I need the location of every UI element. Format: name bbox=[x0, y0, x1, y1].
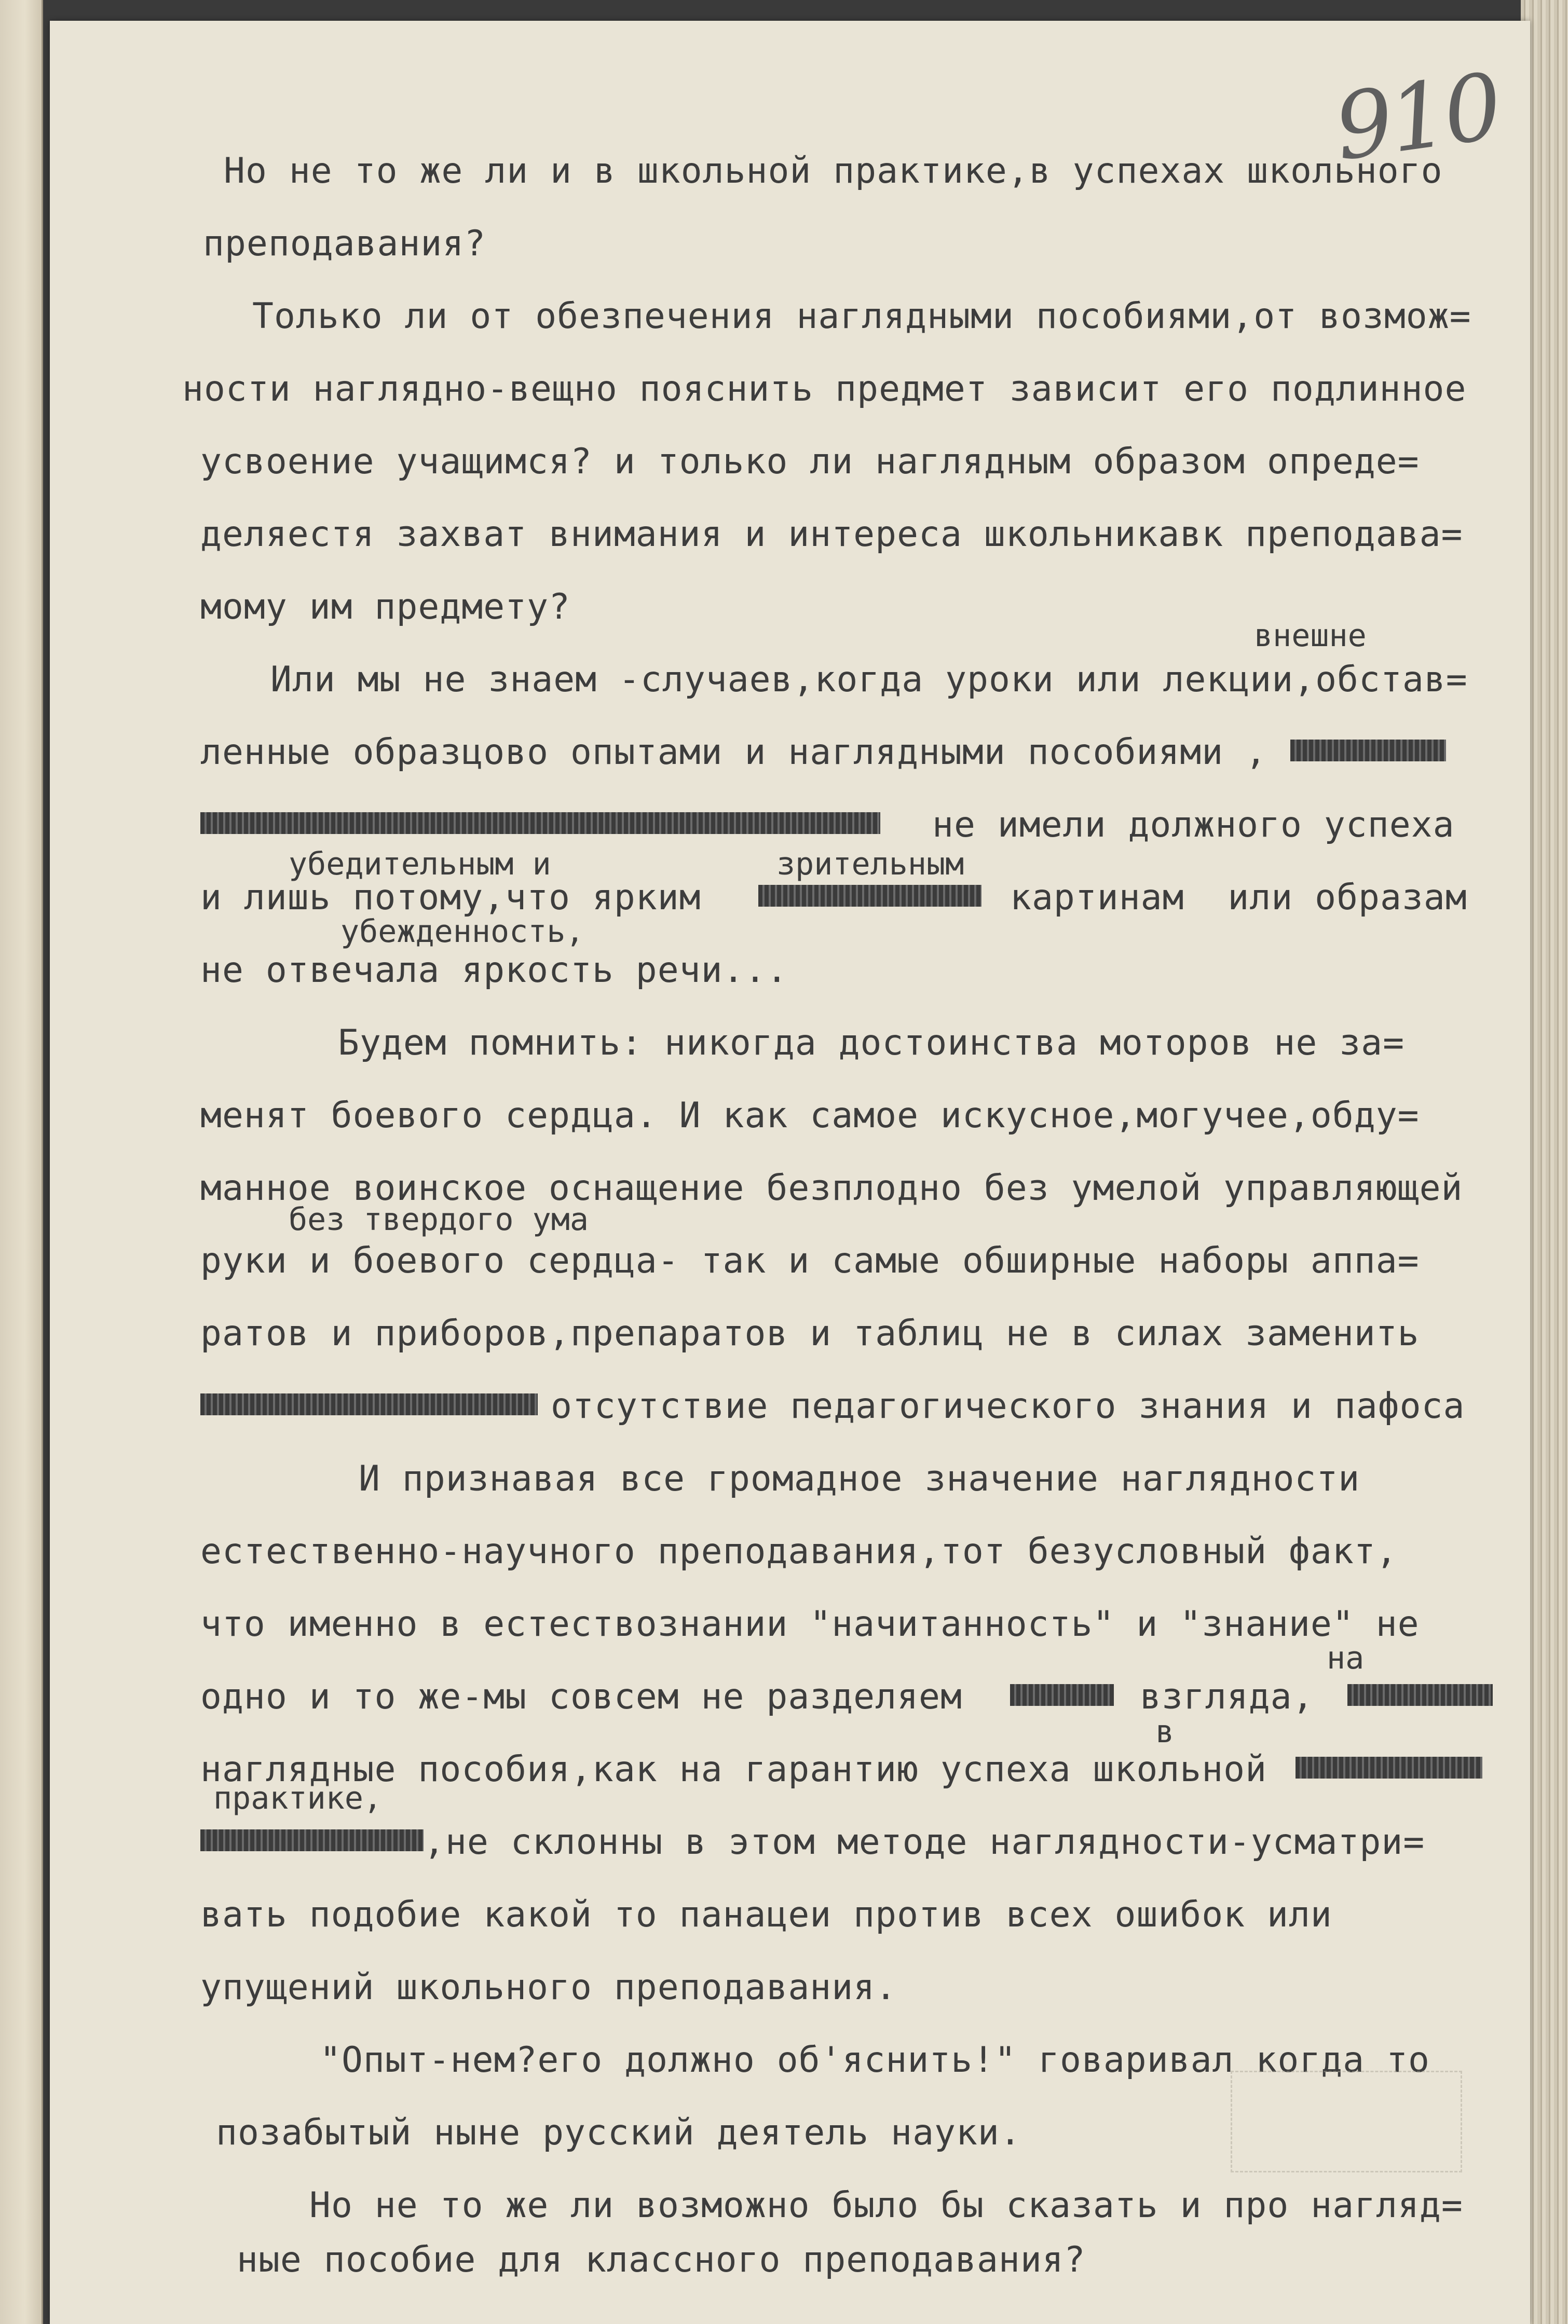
text-line: деляестя захват внимания и интереса школьникавк преподава= bbox=[200, 514, 1463, 555]
archive-stamp bbox=[1231, 2071, 1462, 2172]
text-line: Только ли от обезпечения наглядными пособиями,от возмож= bbox=[252, 296, 1471, 337]
text-line: и лишь потому,что ярким bbox=[200, 877, 701, 918]
struck-out-text bbox=[200, 1393, 538, 1415]
handwritten-insertion: на bbox=[1327, 1640, 1365, 1676]
text-line: Будем помнить: никогда достоинства моторов не за= bbox=[338, 1022, 1405, 1063]
handwritten-insertion: внешне bbox=[1254, 618, 1367, 654]
text-line: Или мы не знаем -случаев,когда уроки или лекции,обстав= bbox=[270, 659, 1468, 700]
text-line: ленные образцово опытами и наглядными пособиями , bbox=[200, 732, 1267, 773]
text-line: Но не то же ли и в школьной практике,в успехах школьного bbox=[224, 151, 1443, 192]
text-line: что именно в естествознании "начитанность" и "знание" не bbox=[200, 1604, 1420, 1645]
text-line: мому им предмету? bbox=[200, 586, 570, 627]
struck-out-text bbox=[1296, 1757, 1482, 1779]
text-line: естественно-научного преподавания,тот безусловный факт, bbox=[200, 1531, 1398, 1572]
text-line: И признавая все громадное значение наглядности bbox=[359, 1458, 1360, 1499]
struck-out-text bbox=[1347, 1684, 1493, 1706]
text-line: наглядные пособия,как на гарантию успеха школьной bbox=[200, 1749, 1267, 1790]
struck-out-text bbox=[758, 885, 981, 907]
text-line: ратов и приборов,препаратов и таблиц не в силах заменить bbox=[200, 1313, 1420, 1354]
text-line: усвоение учащимся? и только ли наглядным образом опреде= bbox=[200, 441, 1420, 482]
struck-out-text bbox=[200, 812, 880, 834]
text-line: менят боевого сердца. И как самое искусное,могучее,обду= bbox=[200, 1095, 1420, 1136]
handwritten-insertion: в bbox=[1155, 1714, 1175, 1750]
text-line: манное воинское оснащение безплодно без умелой управляющей bbox=[200, 1168, 1463, 1209]
handwritten-insertion: зрительным bbox=[776, 846, 964, 882]
handwritten-insertion: без твердого ума bbox=[289, 1201, 589, 1238]
struck-out-text bbox=[1290, 740, 1446, 761]
text-line: ности наглядно-вещно пояснить предмет зависит его подлинное bbox=[182, 368, 1467, 409]
text-line: упущений школьного преподавания. bbox=[200, 1967, 897, 2008]
text-line: Но не то же ли возможно было бы сказать и про нагляд= bbox=[309, 2185, 1463, 2226]
text-line: преподавания? bbox=[203, 223, 486, 264]
document-page bbox=[50, 21, 1530, 2324]
text-line: одно и то же-мы совсем не разделяем bbox=[200, 1676, 962, 1717]
binder-edge bbox=[0, 0, 43, 2324]
text-line: ные пособие для классного преподавания? bbox=[237, 2239, 1086, 2280]
text-line: позабытый ныне русский деятель науки. bbox=[216, 2112, 1021, 2153]
text-line: не имели должного успеха bbox=[932, 804, 1455, 845]
text-line: руки и боевого сердца- так и самые обширные наборы аппа= bbox=[200, 1240, 1420, 1281]
handwritten-insertion: практике, bbox=[213, 1780, 383, 1816]
text-line: не отвечала яркость речи... bbox=[200, 950, 788, 991]
text-line: картинам или образам bbox=[1010, 877, 1467, 918]
handwritten-insertion: убежденность, bbox=[340, 913, 584, 950]
struck-out-text bbox=[200, 1829, 424, 1851]
text-line: "Опыт-нем?его должно об'яснить!" говаривал когда то bbox=[320, 2040, 1430, 2081]
text-line: отсутствие педагогического знания и пафоса bbox=[551, 1386, 1465, 1427]
handwritten-insertion: убедительным и bbox=[289, 846, 551, 882]
text-line: вать подобие какой то панацеи против всех ошибок или bbox=[200, 1894, 1332, 1935]
text-line: взгляда, bbox=[1140, 1676, 1314, 1717]
page-number: 910 bbox=[1328, 53, 1506, 182]
text-line: ,не склонны в этом методе наглядности-усматри= bbox=[424, 1822, 1425, 1863]
struck-out-text bbox=[1010, 1684, 1114, 1706]
